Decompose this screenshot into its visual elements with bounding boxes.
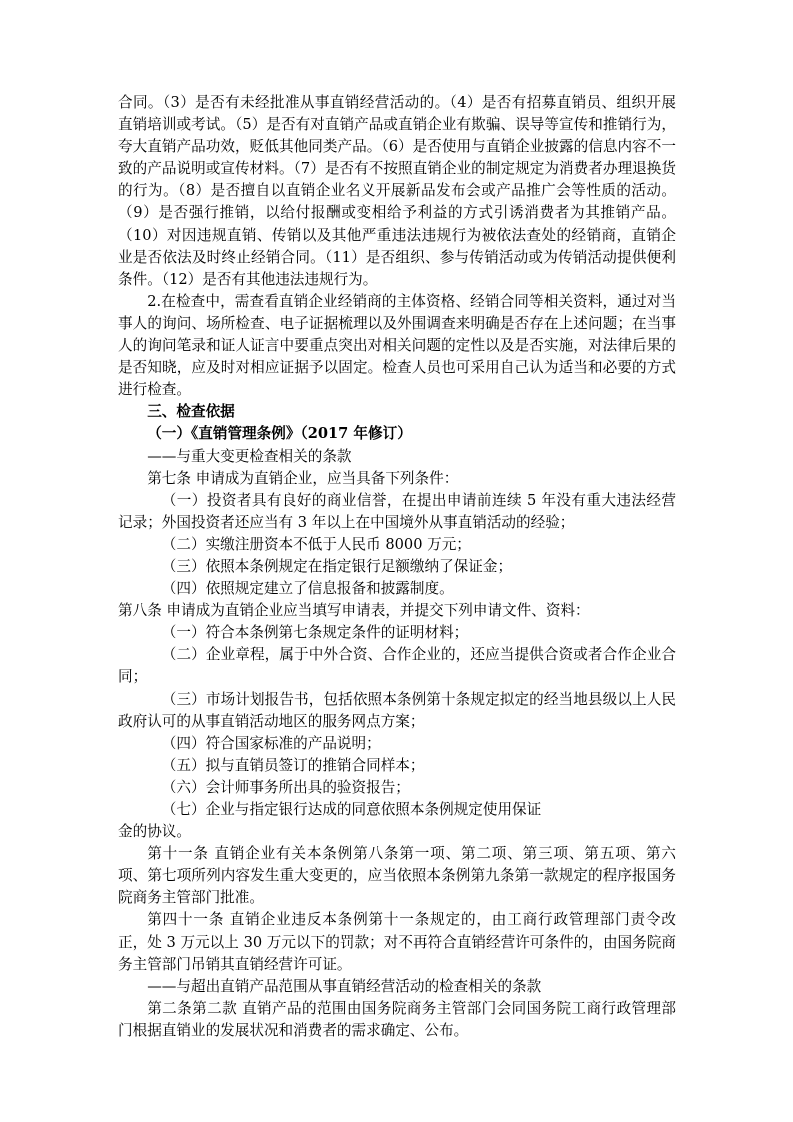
section-heading-basis: 三、检查依据 <box>147 403 235 421</box>
article-8-item-4: （四）符合国家标准的产品说明； <box>161 734 381 752</box>
article-7-item-1: （一）投资者具有良好的商业信誉，在提出申请前连续 5 年没有重大违法经营记录；外国投资者还应当有 3 年以上在中国境外从事直销活动的经验； <box>118 491 676 531</box>
article-8-item-1: （一）符合本条例第七条规定条件的证明材料； <box>161 624 469 642</box>
article-8-item-5: （五）拟与直销员签订的推销合同样本； <box>161 756 425 774</box>
clause-group-heading-major-change: ——与重大变更检查相关的条款 <box>147 447 352 465</box>
article-8-item-3: （三）市场计划报告书，包括依照本条例第十条规定拟定的经当地县级以上人民政府认可的从事直销活动地区的服务网点方案； <box>118 690 676 730</box>
article-8-item-6: （六）会计师事务所出具的验资报告； <box>161 778 410 796</box>
paragraph-inspection-items: 合同。（3）是否有未经批准从事直销经营活动的。（4）是否有招募直销员、组织开展直销培训或考试。（5）是否有对直销产品或直销企业有欺骗、误导等宣传和推销行为，夸大直销产品功效，贬低其他同类产品。（6）是否使用与直销企业披露的信息内容不一致的产品说明或宣传材料。（7）是否有不按照直销企业的制定规定为消费者办理退换货的行为。（8）是否擅自以直销企业名义开展新品发布会或产品推广会等性质的活动。（9）是否强行推销，以给付报酬或变相给予利益的方式引诱消费者为其推销产品。（10）对因违规直销、传销以及其他严重违法违规行为被依法查处的经销商，直销企业是否依法及时终止经销合同。（11）是否组织、参与传销活动或为传销活动提供便利条件。（12）是否有其他违法违规行为。 <box>118 94 676 288</box>
document-body <box>118 92 676 1042</box>
article-7: 第七条 申请成为直销企业，应当具备下列条件： <box>147 469 459 487</box>
paragraph-inspection-method: 2.在检查中，需查看直销企业经销商的主体资格、经销合同等相关资料，通过对当事人的询问、场所检查、电子证据梳理以及外围调查来明确是否存在上述问题；在当事人的询问笔录和证人证言中要重点突出对相关问题的定性以及是否实施，对法律后果的是否知晓，应及时对相应证据予以固定。检查人员也可采用自己认为适当和必要的方式进行检查。 <box>118 292 676 399</box>
clause-group-heading-product-scope: ——与超出直销产品范围从事直销经营活动的检查相关的条款 <box>147 977 542 995</box>
article-41: 第四十一条 直销企业违反本条例第十一条规定的，由工商行政管理部门责令改正，处 3 万元以上 30 万元以下的罚款；对不再符合直销经营许可条件的，由国务院商务主管部门吊销其直销经营许可证。 <box>118 911 676 973</box>
article-8-item-2: （二）企业章程，属于中外合资、合作企业的，还应当提供合资或者合作企业合同； <box>118 646 676 686</box>
article-8-item-7-continued: 金的协议。 <box>118 823 191 841</box>
article-8-item-7: （七）企业与指定银行达成的同意依照本条例规定使用保证 <box>161 801 542 818</box>
subsection-heading-regulation: （一）《直销管理条例》（2017 年修订） <box>147 425 412 443</box>
article-7-item-3: （三）依照本条例规定在指定银行足额缴纳了保证金； <box>161 557 513 575</box>
article-11: 第十一条 直销企业有关本条例第八条第一项、第二项、第三项、第五项、第六项、第七项所列内容发生重大变更的，应当依照本条例第九条第一款规定的程序报国务院商务主管部门批准。 <box>118 845 676 907</box>
article-7-item-2: （二）实缴注册资本不低于人民币 8000 万元； <box>161 535 471 553</box>
article-7-item-4: （四）依照规定建立了信息报备和披露制度。 <box>161 580 454 598</box>
article-8: 第八条 申请成为直销企业应当填写申请表，并提交下列申请文件、资料： <box>118 602 590 620</box>
article-2-clause-2: 第二条第二款 直销产品的范围由国务院商务主管部门会同国务院工商行政管理部门根据直销业的发展状况和消费者的需求确定、公布。 <box>118 999 676 1039</box>
